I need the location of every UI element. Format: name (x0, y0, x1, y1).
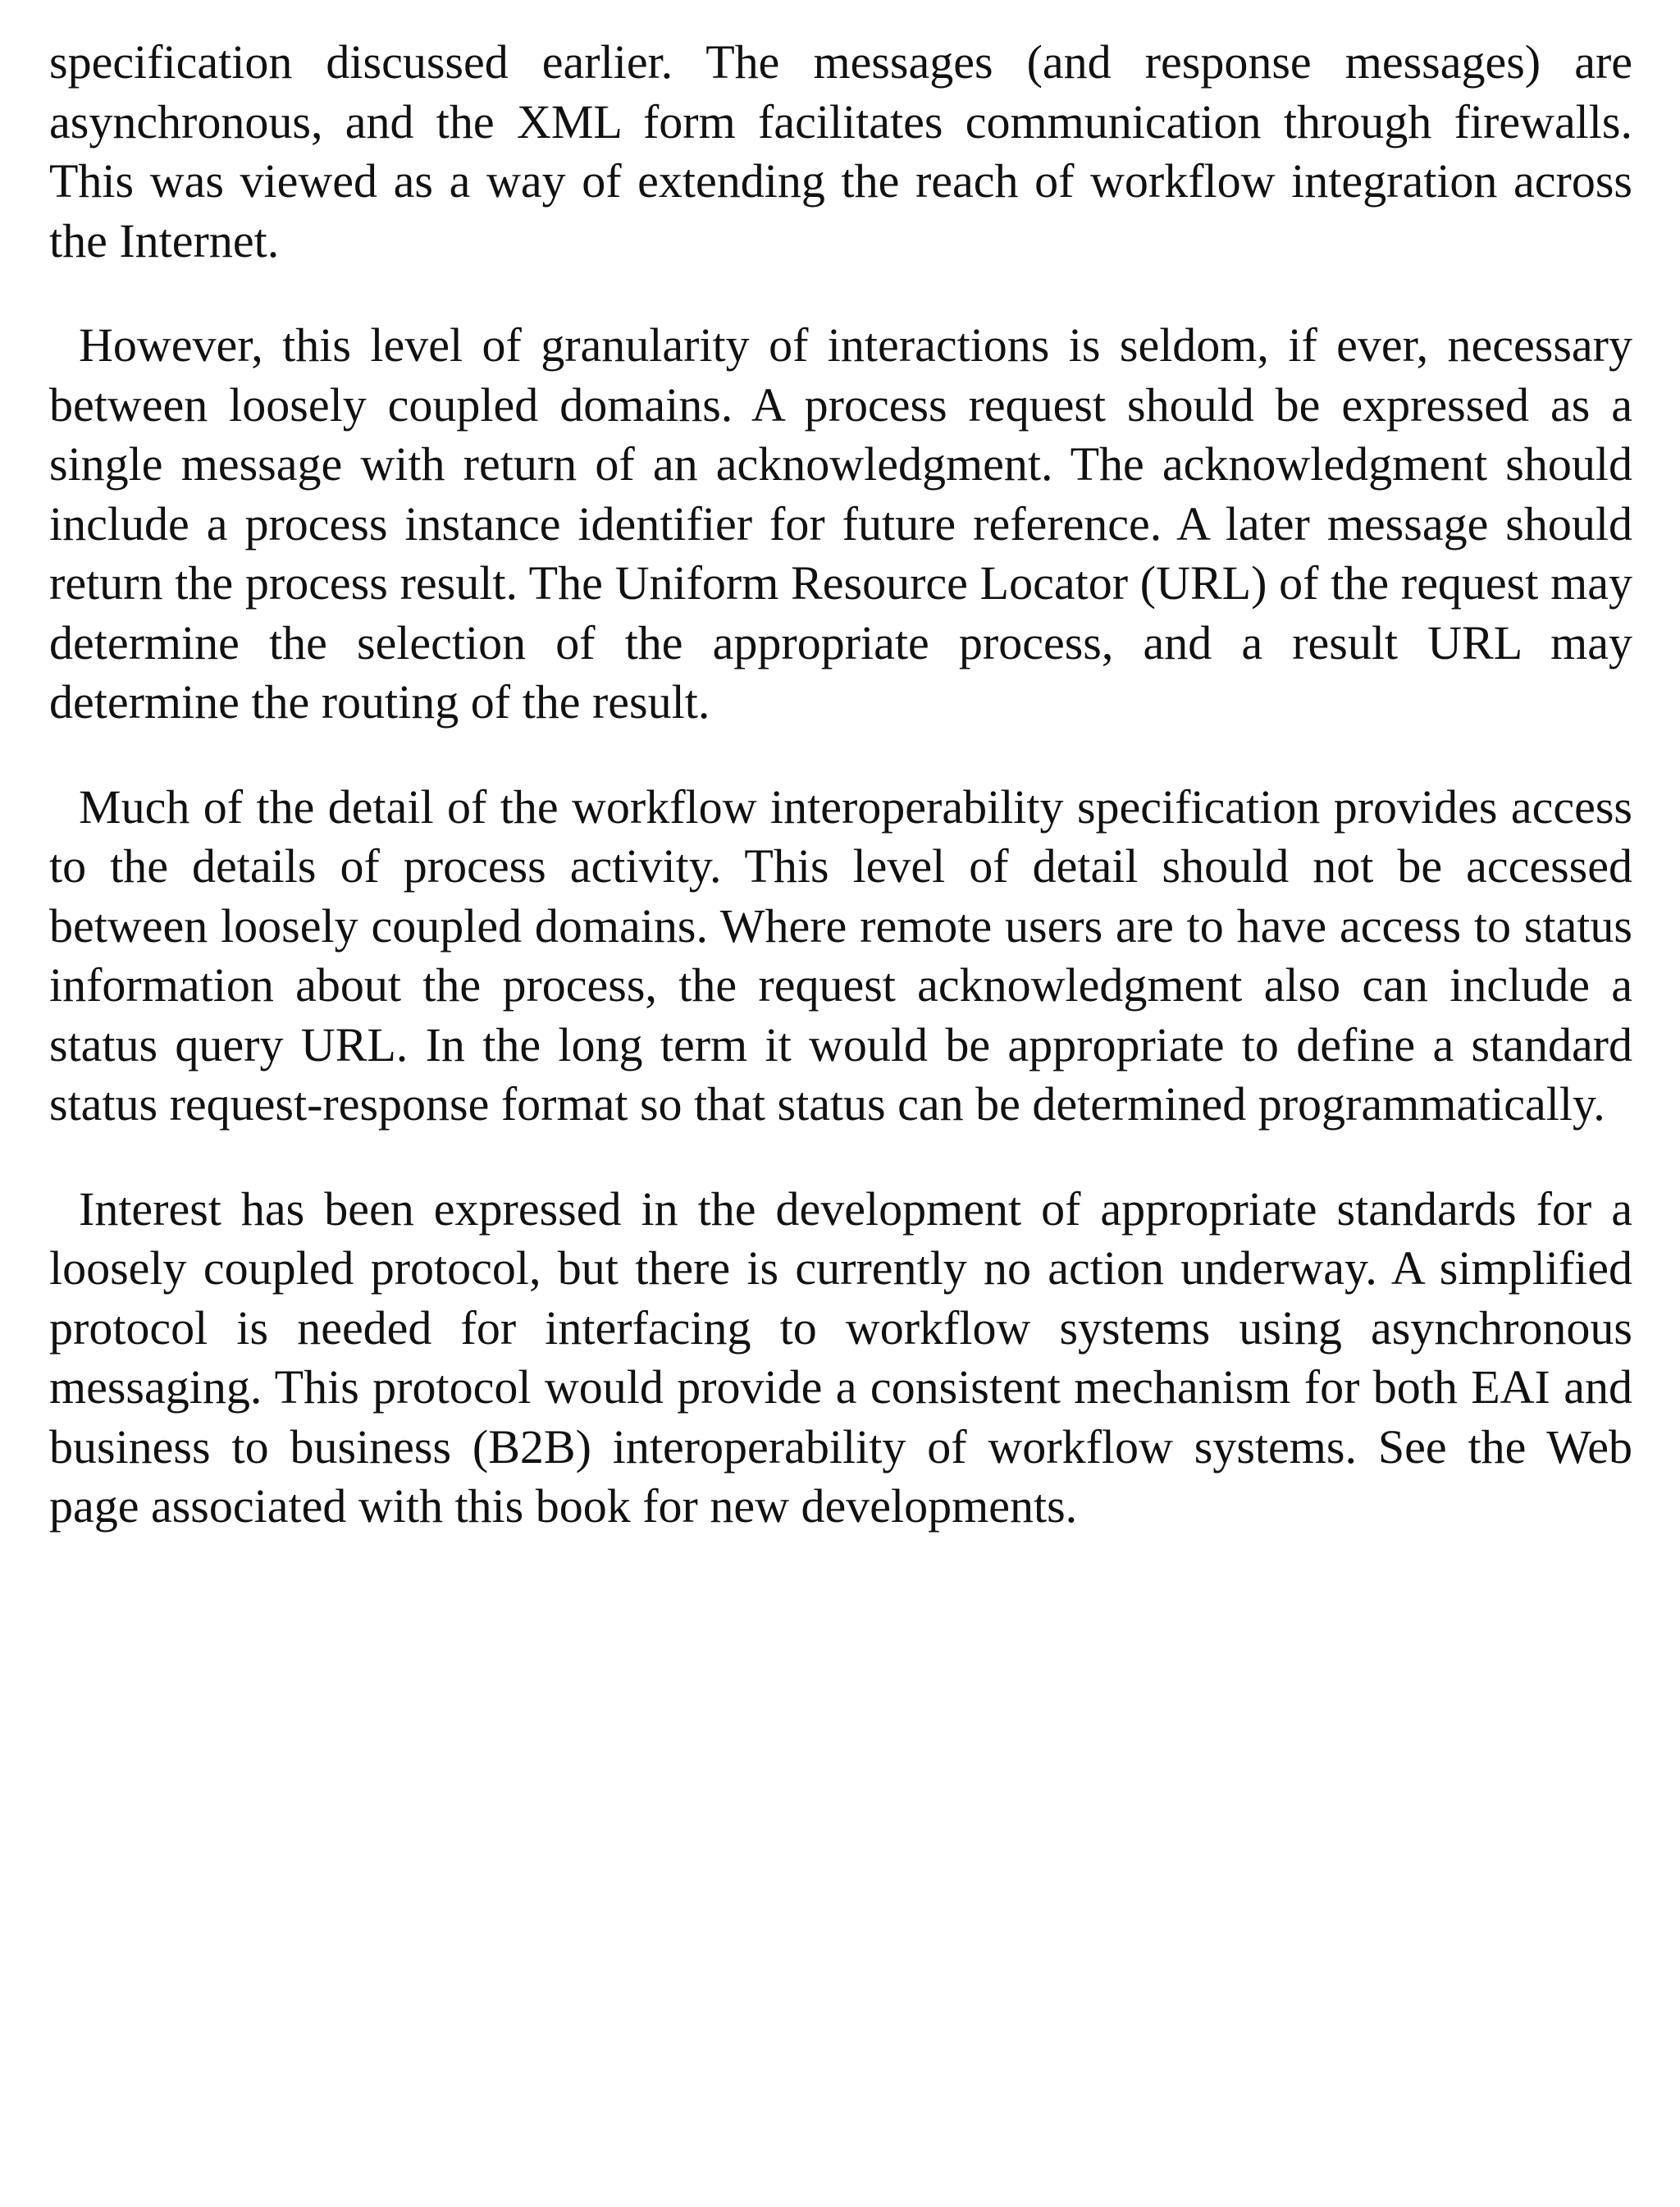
paragraph-granularity: However, this level of granularity of interactions is seldom, if ever, necessary between loosely coupled domains. A process request should be expressed as a single message with return of an acknowledgment. The acknowledgment should include a process instance identifier for future reference. A later message should return the process result. The Uniform Resource Locator (URL) of the request may determine the selection of the appropriate process, and a result URL may determine the routing of the result. (49, 318, 1632, 729)
paragraph-continuation: specification discussed earlier. The messages (and response messages) are asynchronous, and the XML form facilitates communication through firewalls. This was viewed as a way of extending the reach of workflow integration across the Internet. (49, 35, 1632, 267)
document-page (49, 33, 1632, 1582)
paragraph-detail-access: Much of the detail of the workflow interoperability specification provides access to the details of process activity. This level of detail should not be accessed between loosely coupled domains. Where remote users are to have access to status information about the process, the request acknowledgment also can include a status query URL. In the long term it would be appropriate to define a standard status request-response format so that status can be determined programmatically. (49, 779, 1632, 1131)
paragraph-standards-interest: Interest has been expressed in the development of appropriate standards for a loosely coupled protocol, but there is currently no action underway. A simplified protocol is needed for interfacing to workflow systems using asynchronous messaging. This protocol would provide a consistent mechanism for both EAI and business to business (B2B) interoperability of workflow systems. See the Web page associated with this book for new developments. (49, 1181, 1632, 1533)
